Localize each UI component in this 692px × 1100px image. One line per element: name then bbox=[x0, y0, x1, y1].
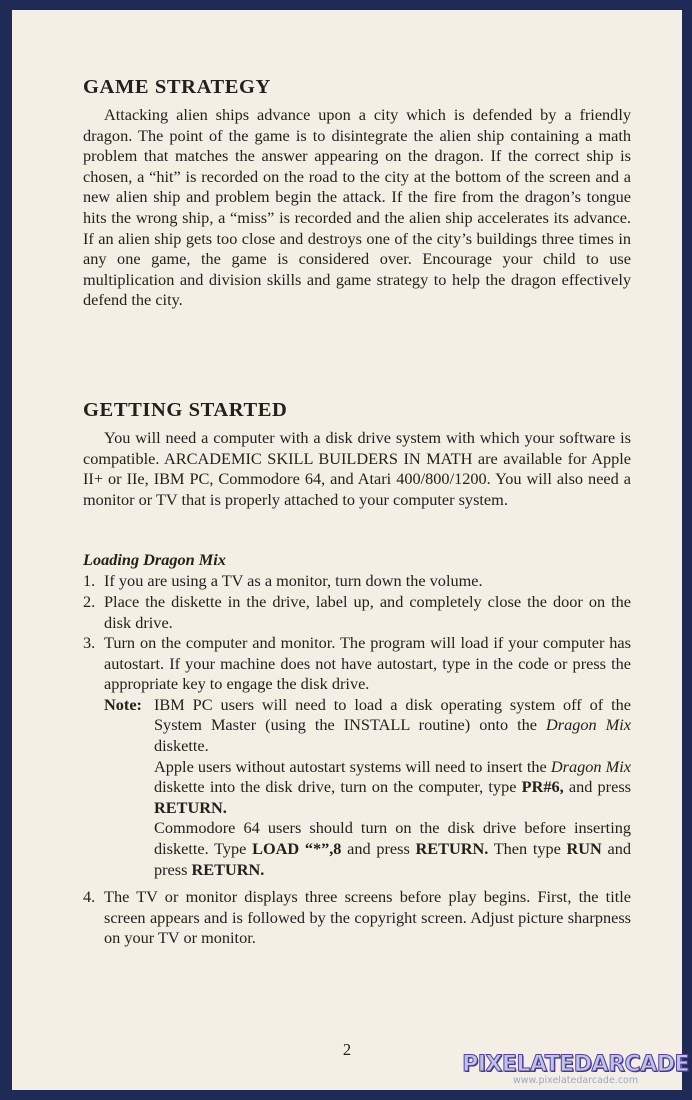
page-content bbox=[83, 76, 631, 949]
note-ibm: IBM PC users will need to load a disk operating system off of the System Master (using the INSTALL routine) onto the Dragon Mix diskette. bbox=[154, 694, 631, 756]
list-item bbox=[83, 633, 631, 880]
step-number: 4. bbox=[83, 887, 96, 907]
watermark-url: www.pixelatedarcade.com bbox=[513, 1075, 639, 1086]
heading-game-strategy: GAME STRATEGY bbox=[83, 76, 271, 98]
subheading-loading-dragon-mix: Loading Dragon Mix bbox=[83, 550, 226, 570]
command-load: LOAD “*”,8 bbox=[252, 839, 342, 859]
command-run: RUN bbox=[566, 839, 602, 859]
manual-page bbox=[12, 10, 682, 1090]
title-dragon-mix: Dragon Mix bbox=[546, 715, 631, 735]
note-label: Note: bbox=[104, 694, 142, 714]
paragraph-getting-started: You will need a computer with a disk drive system with which your software is compatible. ARCADEMIC SKILL BUILDERS IN MATH are available for Apple II+ or IIe, IBM PC, Commodore 64, and Atari 400/800/1200. You will also need a monitor or TV that is properly attached to your computer system. bbox=[83, 427, 631, 509]
title-dragon-mix: Dragon Mix bbox=[550, 756, 631, 776]
watermark-brand: PIXELATEDARCADE bbox=[462, 1052, 689, 1077]
page-number: 2 bbox=[342, 1040, 352, 1059]
key-return: RETURN. bbox=[191, 859, 265, 879]
list-item bbox=[83, 571, 631, 592]
step-number: 3. bbox=[83, 633, 96, 653]
paragraph-game-strategy: Attacking alien ships advance upon a city which is defended by a friendly dragon. The point of the game is to disintegrate the alien ship containing a math problem that matches the answer appearing on the dragon. If the correct ship is chosen, a “hit” is recorded on the road to the city at the bottom of the screen and a new alien ship and problem begin the attack. If the fire from the dragon’s tongue hits the wrong ship, a “miss” is recorded and the alien ship accelerates its advance. If an alien ship gets too close and destroys one of the city’s buildings three times in any one game, the game is considered over. Encourage your child to use multiplication and division skills and game strategy to help the dragon effectively defend the city. bbox=[83, 105, 631, 310]
list-item bbox=[83, 887, 631, 949]
step-text: If you are using a TV as a monitor, turn down the volume. bbox=[104, 571, 483, 591]
note-apple: Apple users without autostart systems will need to insert the Dragon Mix diskette into the disk drive, turn on the computer, type PR#6, and press RETURN. bbox=[154, 756, 632, 817]
step-text: Turn on the computer and monitor. The program will load if your computer has autostart. If your machine does not have autostart, type in the code or press the appropriate key to engage the disk drive. bbox=[104, 633, 631, 694]
step-text: The TV or monitor displays three screens before play begins. First, the title screen appears and is followed by the copyright screen. Adjust picture sharpness on your TV or monitor. bbox=[104, 887, 631, 948]
note-commodore: Commodore 64 users should turn on the disk drive before inserting diskette. Type LOAD “*”,8 and press RETURN. Then type RUN and press RETURN. bbox=[154, 818, 631, 879]
loading-steps-list bbox=[83, 571, 631, 949]
key-return: RETURN. bbox=[415, 839, 489, 859]
watermark bbox=[462, 1052, 689, 1086]
step-text: Place the diskette in the drive, label up, and completely close the door on the disk drive. bbox=[104, 591, 631, 632]
heading-getting-started: GETTING STARTED bbox=[83, 398, 288, 421]
note-block bbox=[104, 695, 631, 880]
key-return: RETURN. bbox=[154, 797, 227, 817]
section-getting-started bbox=[83, 399, 631, 949]
step-number: 1. bbox=[83, 571, 96, 591]
step-number: 2. bbox=[83, 591, 96, 611]
section-game-strategy bbox=[83, 76, 631, 311]
command-pr6: PR#6, bbox=[521, 777, 564, 797]
list-item bbox=[83, 592, 631, 633]
